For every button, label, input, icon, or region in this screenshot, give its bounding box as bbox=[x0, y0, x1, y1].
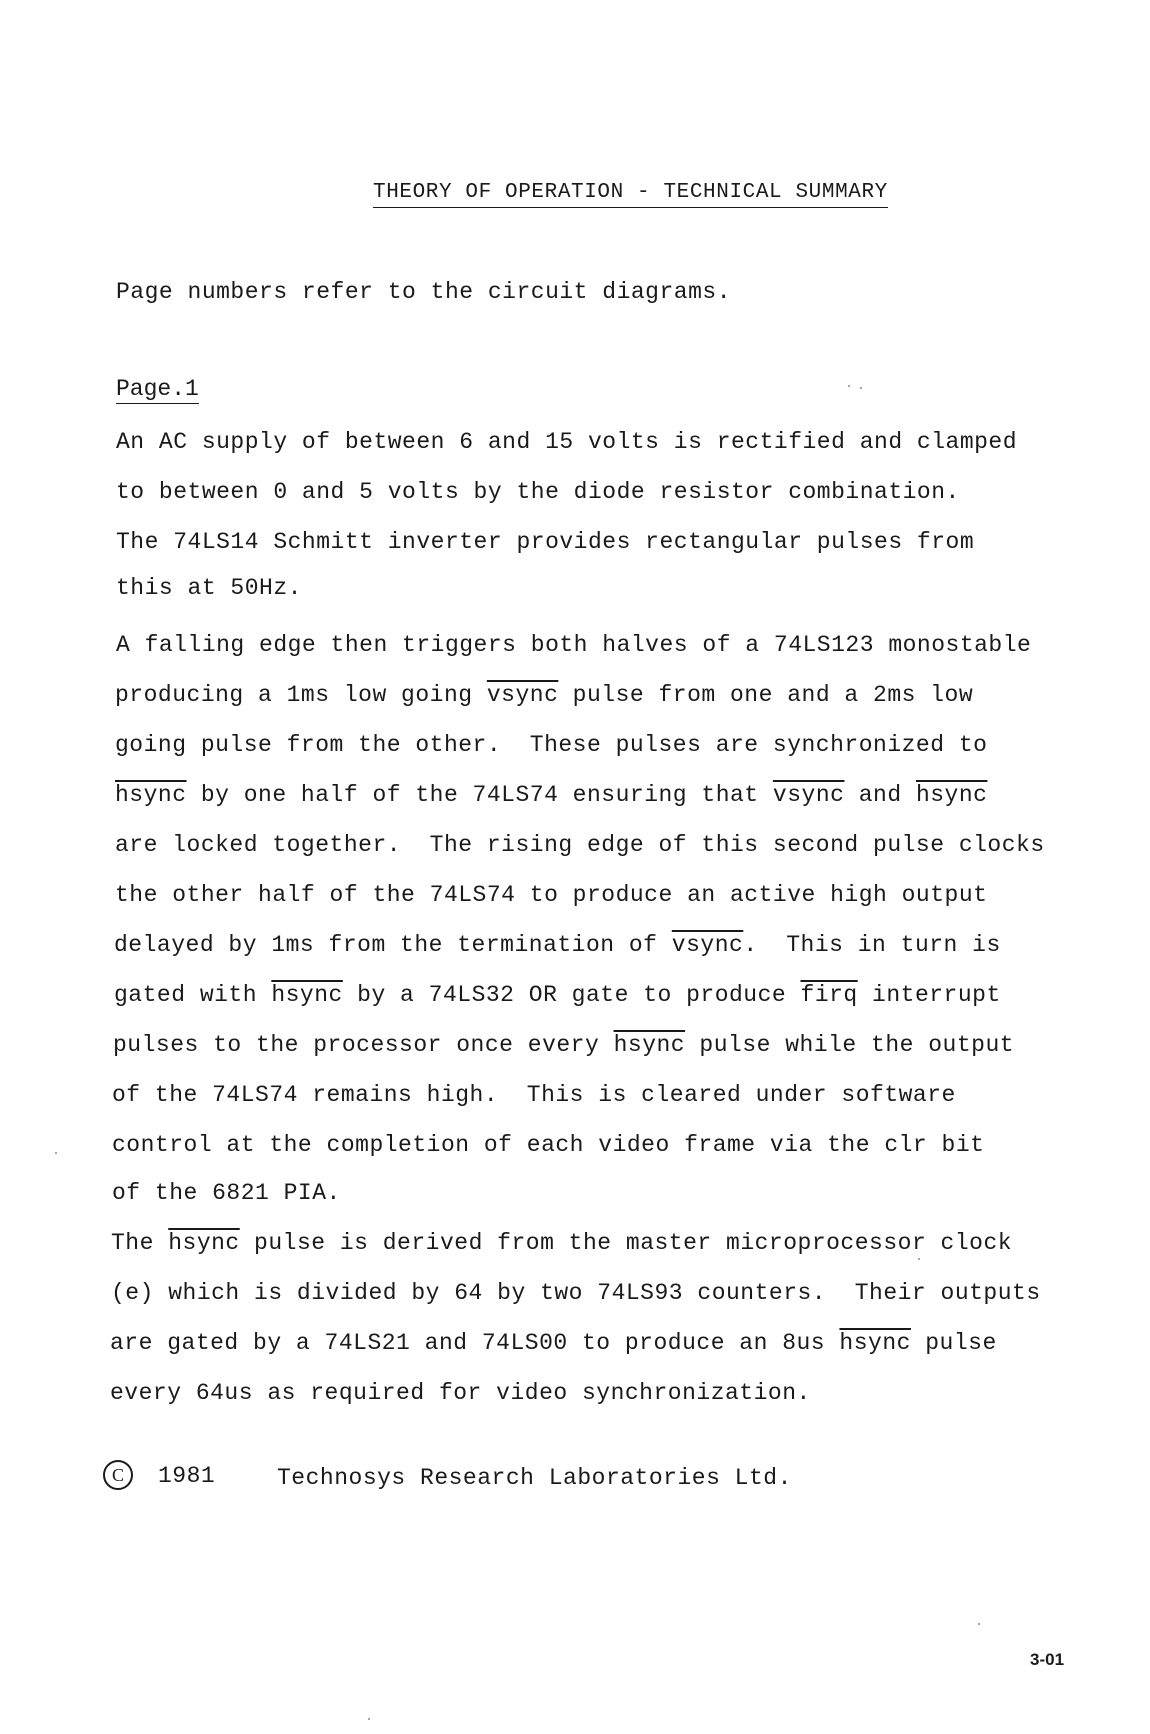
vsync-signal: vsync bbox=[486, 682, 559, 708]
firq-signal: firq bbox=[800, 982, 858, 1008]
para1-line1: An AC supply of between 6 and 15 volts is rectified and clamped bbox=[116, 429, 1018, 455]
scan-speck bbox=[860, 387, 862, 389]
para2-line9: pulses to the processor once every hsync pulse while the output bbox=[113, 1032, 1015, 1058]
scan-speck bbox=[55, 1152, 57, 1154]
hsync-signal: hsync bbox=[168, 1230, 240, 1256]
para3-line2: (e) which is divided by 64 by two 74LS93 counters. Their outputs bbox=[111, 1280, 1041, 1306]
para2-line1: A falling edge then triggers both halves of a 74LS123 monostable bbox=[116, 632, 1032, 658]
vsync-signal: vsync bbox=[772, 782, 845, 808]
copyright-icon: C bbox=[103, 1460, 133, 1490]
para2-line7: delayed by 1ms from the termination of vsync. This in turn is bbox=[114, 932, 1001, 958]
para2-line4: hsync by one half of the 74LS74 ensuring that vsync and hsync bbox=[115, 782, 988, 808]
hsync-signal: hsync bbox=[915, 782, 988, 808]
para1-line3: The 74LS14 Schmitt inverter provides rectangular pulses from bbox=[116, 529, 975, 555]
hsync-signal: hsync bbox=[271, 982, 343, 1008]
scan-speck bbox=[848, 385, 850, 387]
para2-line10: of the 74LS74 remains high. This is cleared under software bbox=[112, 1082, 956, 1108]
para3-line3: are gated by a 74LS21 and 74LS00 to produce an 8us hsync pulse bbox=[110, 1330, 997, 1356]
section-heading: Page.1 bbox=[116, 376, 199, 402]
document-title: THEORY OF OPERATION - TECHNICAL SUMMARY bbox=[373, 180, 888, 208]
para3-line1: The hsync pulse is derived from the master microprocessor clock bbox=[111, 1230, 1013, 1256]
para1-line4: this at 50Hz. bbox=[116, 575, 302, 601]
para2-line2: producing a 1ms low going vsync pulse from one and a 2ms low bbox=[115, 682, 974, 708]
hsync-signal: hsync bbox=[839, 1330, 911, 1356]
para2-line11: control at the completion of each video frame via the clr bit bbox=[112, 1132, 985, 1158]
hsync-signal: hsync bbox=[115, 782, 187, 808]
para3-line4: every 64us as required for video synchronization. bbox=[110, 1380, 811, 1406]
para2-line5: are locked together. The rising edge of this second pulse clocks bbox=[115, 832, 1045, 858]
scan-speck bbox=[368, 1718, 370, 1720]
para2-line3: going pulse from the other. These pulses are synchronized to bbox=[115, 732, 988, 758]
scan-speck bbox=[978, 1623, 980, 1625]
para2-line8: gated with hsync by a 74LS32 OR gate to produce firq interrupt bbox=[114, 982, 1001, 1008]
hsync-signal: hsync bbox=[613, 1032, 686, 1058]
para2-line6: the other half of the 74LS74 to produce an active high output bbox=[115, 882, 988, 908]
copyright-year: 1981 bbox=[158, 1463, 216, 1489]
page-number: 3-01 bbox=[1030, 1650, 1065, 1669]
scan-speck bbox=[918, 1258, 920, 1260]
intro-text: Page numbers refer to the circuit diagrams. bbox=[116, 279, 731, 305]
para1-line2: to between 0 and 5 volts by the diode resistor combination. bbox=[116, 479, 960, 505]
vsync-signal: vsync bbox=[671, 932, 744, 958]
company-name: Technosys Research Laboratories Ltd. bbox=[277, 1465, 792, 1491]
para2-line12: of the 6821 PIA. bbox=[112, 1180, 341, 1206]
